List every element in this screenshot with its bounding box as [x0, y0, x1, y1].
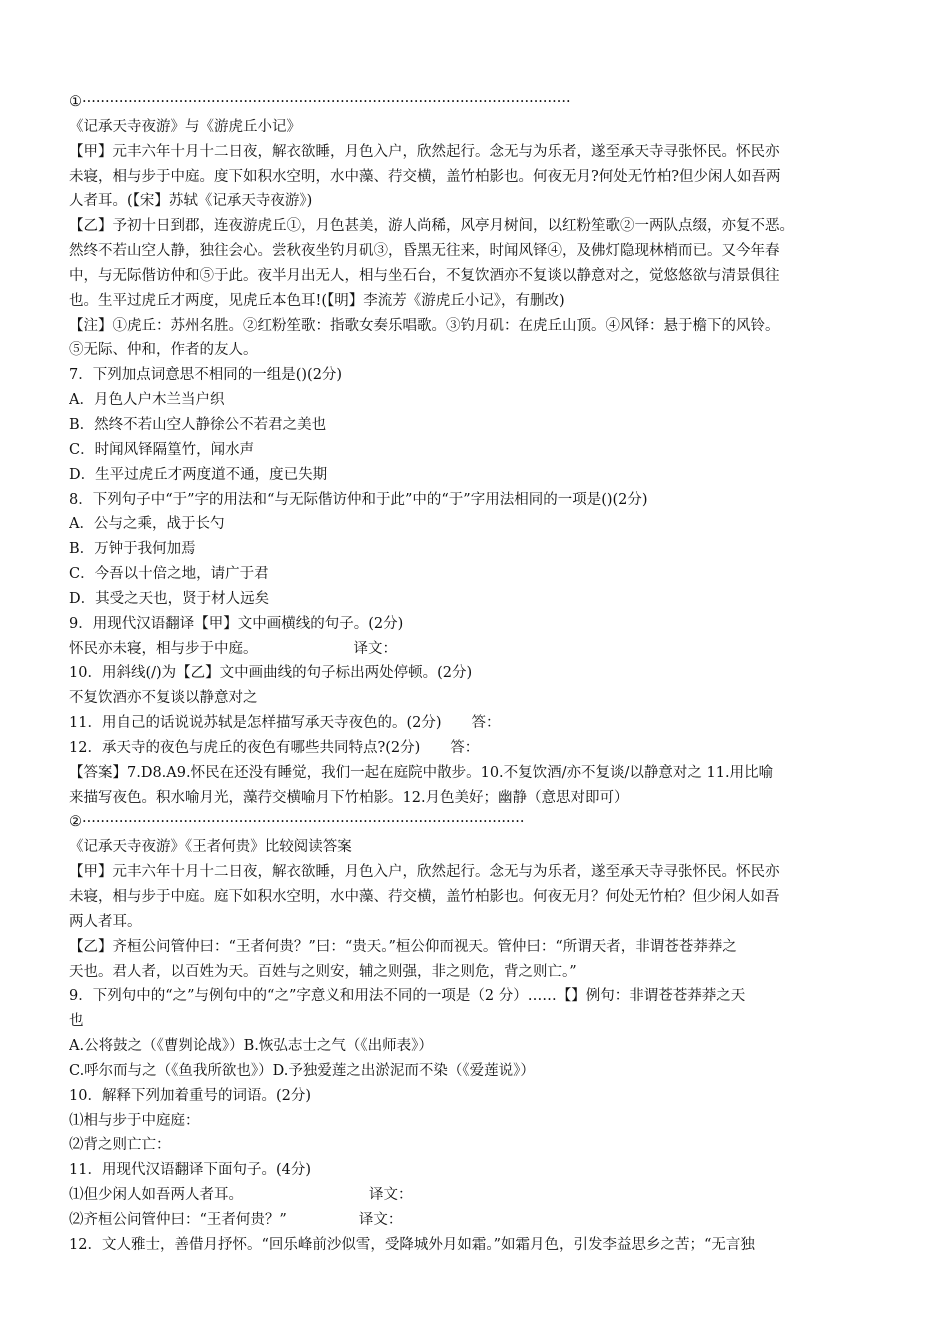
question-option: A．月色人户木兰当户织: [69, 392, 225, 409]
question-10: 10．解释下列加着重号的词语。(2分): [69, 1087, 311, 1104]
passage-yi-line: 中，与无际偕访仲和⑤于此。夜半月出无人，相与坐石台，不复饮酒亦不复谈以静意对之，觉悠悠欲与清景俱往: [69, 267, 780, 284]
passage-jia-line: 【甲】元丰六年十月十二日夜，解衣欲睡，月色入户，欣然起行。念无与为乐者，遂至承天寺寻张怀民。怀民亦: [69, 143, 780, 160]
question-12: 12．文人雅士，善借月抒怀。“回乐峰前沙似雪，受降城外月如霜。”如霜月色，引发李益思乡之苦；“无言独: [69, 1236, 755, 1253]
translation-sentence: ⑴但少闲人如吾两人者耳。: [69, 1187, 243, 1204]
question-option: C.呼尔而与之（《鱼我所欲也》）D.予独爱莲之出淤泥而不染（《爱莲说》）: [69, 1062, 535, 1079]
question-7: 7．下列加点词意思不相同的一组是()(2分): [69, 367, 343, 384]
passage-jia-line: 两人者耳。: [69, 913, 142, 930]
answer-label: 译文：: [353, 640, 397, 657]
question-11: 11．用自己的话说说苏轼是怎样描写承天寺夜色的。(2分): [69, 715, 442, 732]
translation-sentence: ⑵齐桓公问管仲曰：“王者何贵？”: [69, 1211, 287, 1228]
question-9-sentence-row: [69, 637, 889, 662]
answer-label: 译文：: [358, 1211, 403, 1228]
question-option: D．生平过虎丘才两度道不通，度已失期: [69, 466, 328, 483]
answer-key-line: 【答案】7.D8.A9.怀民在还没有睡觉，我们一起在庭院中散步。10.不复饮酒/亦不复谈/以静意对之 11.用比喻: [69, 764, 774, 781]
question-option: B．万钟于我何加焉: [69, 541, 196, 558]
passage-yi-line: 天也。君人者，以百姓为天。百姓与之则安，辅之则强，非之则危，背之则亡。”: [69, 963, 577, 980]
passage-yi-line: 然终不若山空人静，独往会心。尝秋夜坐钓月矶③，昏黑无往来，时闻风铎④，及佛灯隐现林梢而已。又今年春: [69, 243, 780, 260]
section-separator: ①··········································································································: [69, 94, 571, 110]
passage-jia-line: 未寝，相与步于中庭。度下如积水空明，水中藻、荇交横，盖竹柏影也。何夜无月?何处无竹柏?但少闲人如吾两: [69, 168, 781, 185]
question-11: 11．用现代汉语翻译下面句子。(4分): [69, 1162, 311, 1179]
question-10-item: ⑵背之则亡亡：: [69, 1137, 171, 1154]
passage-yi-line: 也。生平过虎丘才两度，见虎丘本色耳!(【明】李流芳《游虎丘小记》，有删改): [69, 292, 565, 309]
question-12-row: [69, 736, 889, 761]
question-9: 9．下列句中的“之”与例句中的“之”字意义和用法不同的一项是（2 分）……【】例句：非谓苍苍莽莽之天: [69, 988, 746, 1005]
document-body: [69, 90, 889, 1258]
passage-yi-line: 【乙】予初十日到郡，连夜游虎丘①，月色甚美，游人尚稀，风亭月树间，以红粉笙歌②一两队点缀，亦复不恶。: [69, 218, 794, 235]
question-9-sentence: 怀民亦未寝，相与步于中庭。: [69, 640, 258, 657]
question-10-item: ⑴相与步于中庭庭：: [69, 1112, 200, 1129]
question-option: A．公与之乘，战于长勺: [69, 516, 225, 533]
section-title: 《记承天寺夜游》《王者何贵》比较阅读答案: [69, 839, 352, 856]
question-option: B．然终不若山空人静徐公不若君之美也: [69, 416, 327, 433]
notes-line: ⑤无际、仲和，作者的友人。: [69, 342, 258, 359]
passage-jia-line: 人者耳。(【宋】苏轼《记承天寺夜游》): [69, 193, 313, 210]
question-9: 9．用现代汉语翻译【甲】文中画横线的句子。(2分): [69, 615, 404, 632]
question-12: 12．承天寺的夜色与虎丘的夜色有哪些共同特点?(2分): [69, 739, 421, 756]
question-10: 10．用斜线(/)为【乙】文中画曲线的句子标出两处停顿。(2分): [69, 665, 473, 682]
answer-label: 答：: [450, 739, 480, 756]
question-9-cont: 也: [69, 1013, 84, 1030]
passage-yi-line: 【乙】齐桓公问管仲曰：“王者何贵？”曰：“贵天。”桓公仰而视天。管仲曰：“所谓天者，非谓苍苍莽莽之: [69, 938, 737, 955]
answer-key-line: 来描写夜色。积水喻月光，藻荇交横喻月下竹柏影。12.月色美好；幽静（意思对即可）: [69, 789, 629, 806]
question-option: A.公将鼓之（《曹刿论战》）B.恢弘志士之气（《出师表》）: [69, 1038, 433, 1055]
question-11-item: [69, 1183, 889, 1208]
passage-jia-line: 未寝，相与步于中庭。庭下如积水空明，水中藻、荇交横，盖竹柏影也。何夜无月？何处无竹柏？但少闲人如吾: [69, 889, 780, 905]
question-8: 8．下列句子中“于”字的用法和“与无际偕访仲和于此”中的“于”字用法相同的一项是()(2分): [69, 491, 648, 508]
question-option: C．今吾以十倍之地，请广于君: [69, 566, 269, 583]
question-11-row: [69, 711, 889, 736]
answer-label: 译文：: [369, 1187, 413, 1204]
question-option: C．时闻风铎隔篁竹，闻水声: [69, 441, 255, 458]
section-title: 《记承天寺夜游》与《游虎丘小记》: [69, 118, 301, 135]
answer-label: 答：: [471, 715, 501, 732]
question-option: D．其受之天也，贤于材人远矣: [69, 590, 270, 607]
question-11-item: [69, 1208, 889, 1233]
section-separator: ②································································································: [69, 814, 525, 831]
question-10-sentence: 不复饮酒亦不复谈以静意对之: [69, 690, 258, 707]
passage-jia-line: 【甲】元丰六年十月十二日夜，解衣欲睡，月色入户，欣然起行。念无与为乐者，遂至承天寺寻张怀民。怀民亦: [69, 864, 780, 881]
notes-line: 【注】①虎丘：苏州名胜。②红粉笙歌：指歌女奏乐唱歌。③钓月矶：在虎丘山顶。④风铎：悬于檐下的风铃。: [69, 317, 780, 334]
